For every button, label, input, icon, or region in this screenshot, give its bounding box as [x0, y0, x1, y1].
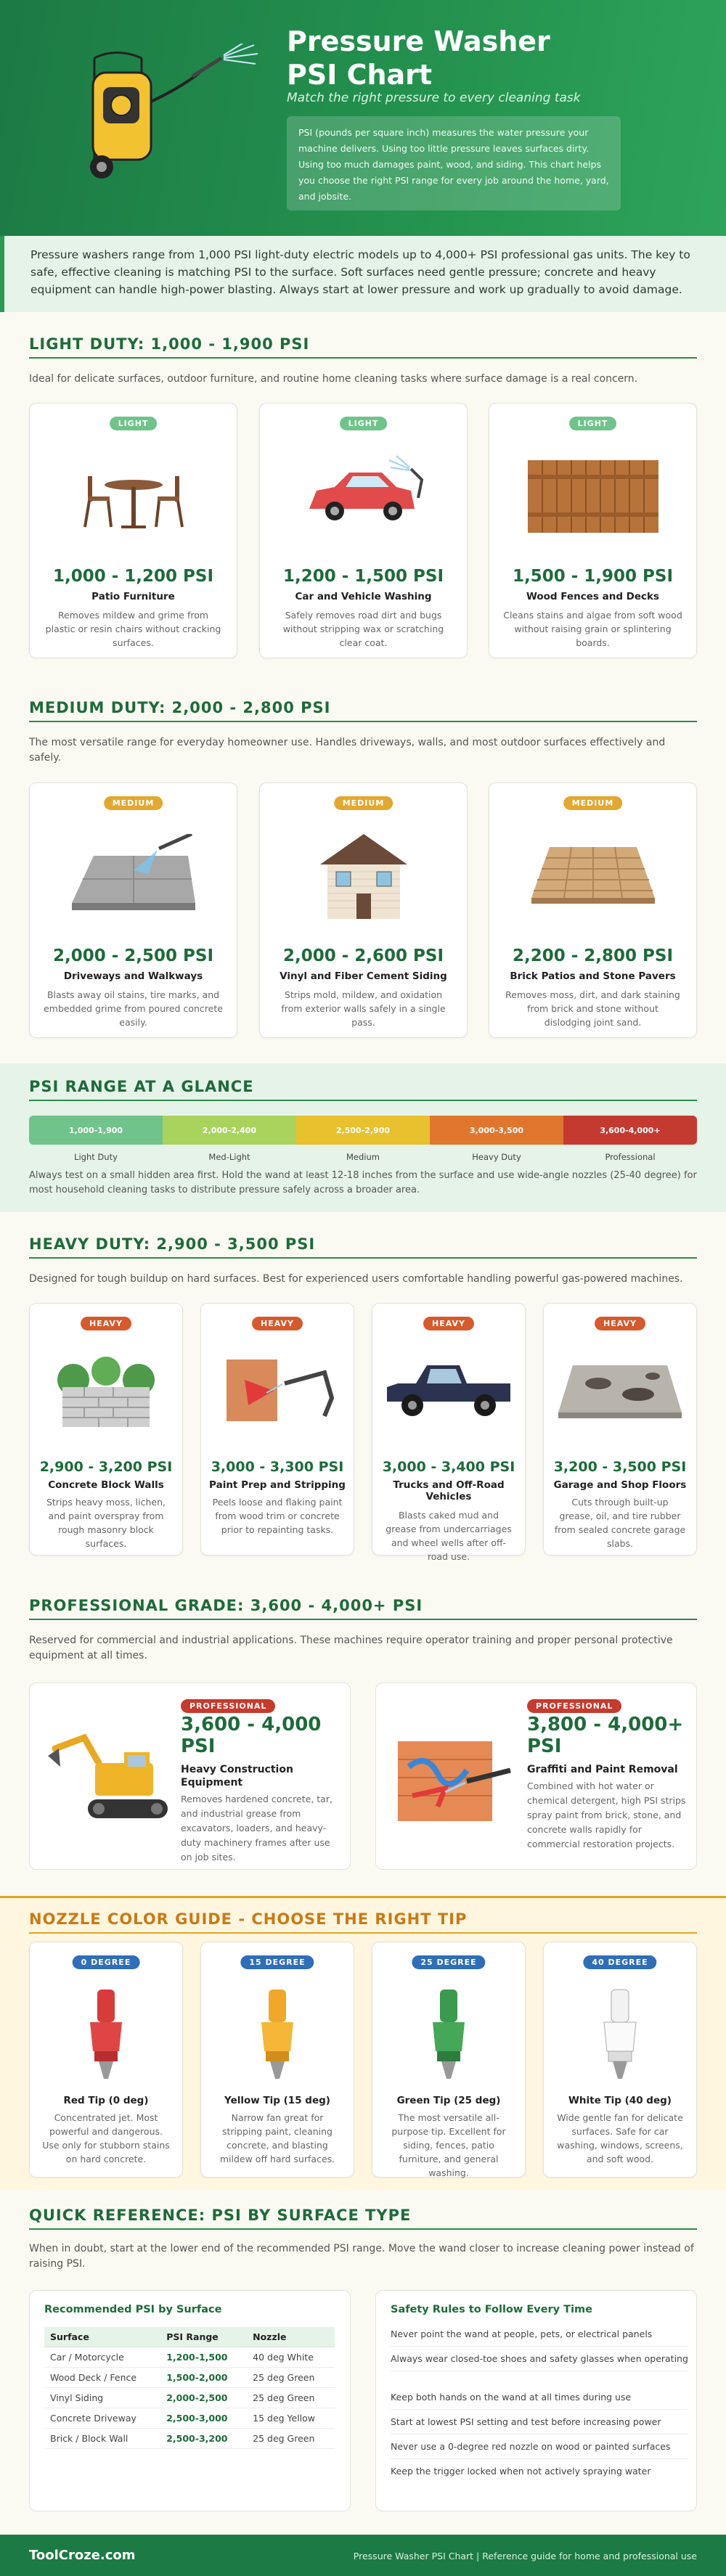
card-desc: Cleans stains and algae from soft wood without raising grain or splintering boards.: [503, 610, 682, 648]
card-red-tip: [29, 1942, 183, 2178]
card-name: Concrete Block Walls: [48, 1479, 164, 1491]
card-trucks: [372, 1303, 526, 1562]
lead-paragraph: Pressure washers range from 1,000 PSI light-duty electric models up to 4,000+ PSI professional gas units. The key to safe, effective cleaning is matching PSI to the surface. Soft surfaces need gentle pressure; concrete and heavy equipment can handle high-power blasting. Always start at lower pressure and work up gradually to avoid damage.: [0, 236, 726, 312]
duty-badge: PROFESSIONAL: [181, 1699, 275, 1713]
section-title-quick: QUICK REFERENCE: PSI BY SURFACE TYPE: [29, 2207, 412, 2224]
section-divider: [29, 721, 697, 722]
duty-badge: HEAVY: [423, 1317, 474, 1330]
card-car-washing: [259, 403, 468, 658]
duty-badge: HEAVY: [81, 1317, 131, 1330]
psi-value: 1,200 - 1,500 PSI: [282, 567, 444, 586]
card-name: Wood Fences and Decks: [526, 591, 660, 602]
table-header: Nozzle: [247, 2327, 335, 2347]
table-cell: Concrete Driveway: [44, 2408, 160, 2429]
duty-badge: MEDIUM: [334, 796, 393, 810]
tip-badge: 25 DEGREE: [412, 1955, 485, 1969]
card-desc: Cuts through built-up grease, oil, and tire rubber from sealed concrete garage slabs.: [554, 1497, 686, 1549]
safety-rule: Always wear closed-toe shoes and safety glasses when operating: [391, 2352, 688, 2371]
table-header-row: [44, 2327, 335, 2347]
tip-badge: 0 DEGREE: [73, 1955, 140, 1969]
excavator-icon: [44, 1734, 175, 1828]
green-nozzle-icon: [427, 1986, 470, 2088]
table-cell: Brick / Block Wall: [44, 2429, 160, 2449]
card-desc: Blasts caked mud and grease from undercarriages and wheel wells after off-road use.: [386, 1510, 512, 1562]
card-name: Driveways and Walkways: [63, 970, 203, 982]
card-patio-furniture: [29, 403, 237, 658]
psi-range-bar: [29, 1116, 697, 1145]
table-cell: 40 deg White: [247, 2347, 335, 2368]
car-icon: [302, 454, 425, 534]
section-title-medium: MEDIUM DUTY: 2,000 - 2,800 PSI: [29, 699, 331, 716]
page-title: Pressure Washer PSI Chart: [287, 25, 550, 91]
range-label: Professional: [605, 1152, 656, 1162]
tip-desc: Concentrated jet. Most powerful and dangerous. Use only for stubborn stains on hard concrete.: [42, 2112, 170, 2164]
card-name: Brick Patios and Stone Pavers: [510, 970, 676, 982]
section-divider: [29, 357, 697, 359]
tip-name: White Tip (40 deg): [568, 2095, 672, 2106]
garage-floor-icon: [555, 1354, 685, 1427]
patio-furniture-icon: [79, 454, 188, 534]
psi-value: 3,000 - 3,300 PSI: [211, 1459, 344, 1475]
duty-badge: MEDIUM: [104, 796, 163, 810]
table-cell: Wood Deck / Fence: [44, 2368, 160, 2388]
table-row: [44, 2408, 335, 2429]
psi-surface-table: [44, 2327, 335, 2449]
yellow-nozzle-icon: [256, 1986, 299, 2088]
range-segment: 3,600-4,000+: [563, 1116, 697, 1145]
duty-badge: PROFESSIONAL: [527, 1699, 621, 1713]
card-desc: Peels loose and flaking paint from wood trim or concrete prior to repainting tasks.: [212, 1497, 343, 1535]
range-label: Heavy Duty: [472, 1152, 521, 1162]
card-wood-fences: [489, 403, 697, 658]
duty-badge: HEAVY: [595, 1317, 645, 1330]
card-name: Trucks and Off-Road Vehicles: [393, 1479, 505, 1502]
card-concrete-block: [29, 1303, 183, 1555]
duty-badge: LIGHT: [110, 417, 158, 430]
table-cell: Vinyl Siding: [44, 2388, 160, 2408]
table-cell: 15 deg Yellow: [247, 2408, 335, 2429]
tip-badge: 15 DEGREE: [240, 1955, 314, 1969]
tip-name: Yellow Tip (15 deg): [224, 2095, 330, 2106]
safety-rule: Keep both hands on the wand at all times during use: [391, 2390, 688, 2410]
card-yellow-tip: [200, 1942, 354, 2178]
card-brick-patios: [489, 782, 697, 1038]
card-desc: Safely removes road dirt and bugs without stripping wax or scratching clear coat.: [282, 610, 444, 648]
rules-title: Safety Rules to Follow Every Time: [391, 2304, 592, 2315]
section-title-pro: PROFESSIONAL GRADE: 3,600 - 4,000+ PSI: [29, 1597, 423, 1614]
card-name: Car and Vehicle Washing: [295, 591, 432, 602]
range-segment: 3,000-3,500: [430, 1116, 563, 1145]
card-desc: Removes hardened concrete, tar, and industrial grease from excavators, loaders, and heavy-duty machinery frames after use on job sites.: [181, 1794, 333, 1863]
card-name: Graffiti and Paint Removal: [527, 1764, 678, 1775]
table-row: [44, 2429, 335, 2449]
table-cell: 25 deg Green: [247, 2429, 335, 2449]
table-cell: 1,500-2,000: [160, 2368, 247, 2388]
duty-badge: MEDIUM: [563, 796, 623, 810]
duty-badge: LIGHT: [340, 417, 388, 430]
card-heavy-construction: [29, 1682, 351, 1870]
table-cell: 25 deg Green: [247, 2388, 335, 2408]
range-label: Light Duty: [74, 1152, 118, 1162]
graffiti-icon: [394, 1738, 514, 1825]
card-garage-floors: [543, 1303, 697, 1555]
footer-brand-link[interactable]: ToolCroze.com: [29, 2548, 136, 2563]
section-desc-heavy: Designed for tough buildup on hard surfaces. Best for experienced users comfortable handling powerful gas-powered machines.: [29, 1273, 683, 1285]
card-desc: Strips heavy moss, lichen, and paint overspray from rough masonry block surfaces.: [46, 1497, 166, 1549]
card-driveways: [29, 782, 237, 1038]
tip-desc: Wide gentle fan for delicate surfaces. Safe for car washing, windows, screens, and soft wood.: [557, 2112, 683, 2164]
card-desc: Combined with hot water or chemical detergent, high PSI strips spray paint from brick, stone, and concrete walls rapidly for commercial restoration projects.: [527, 1780, 686, 1849]
table-title: Recommended PSI by Surface: [44, 2304, 222, 2315]
truck-icon: [383, 1354, 514, 1427]
range-labels: [29, 1152, 697, 1162]
card-green-tip: [372, 1942, 526, 2178]
footer: [0, 2535, 726, 2576]
table-cell: 2,500-3,000: [160, 2408, 247, 2429]
psi-value: 2,200 - 2,800 PSI: [512, 946, 674, 965]
safety-rule: Never point the wand at people, pets, or electrical panels: [391, 2327, 688, 2347]
range-label: Med-Light: [208, 1152, 250, 1162]
footer-text: Pressure Washer PSI Chart | Reference guide for home and professional use: [353, 2551, 697, 2561]
card-vinyl-siding: [259, 782, 468, 1038]
paint-stripping-icon: [216, 1351, 339, 1431]
tip-desc: The most versatile all-purpose tip. Excellent for siding, fences, patio furniture, and general washing.: [391, 2112, 506, 2178]
section-title-heavy: HEAVY DUTY: 2,900 - 3,500 PSI: [29, 1235, 316, 1253]
section-divider: [29, 2228, 697, 2230]
card-name: Patio Furniture: [91, 591, 175, 602]
psi-value: 1,000 - 1,200 PSI: [52, 567, 214, 586]
pressure-washer-illustration: [73, 44, 269, 196]
section-desc-quick: When in doubt, start at the lower end of the recommended PSI range. Move the wand closer to increase cleaning power instead of raising PSI.: [29, 2243, 694, 2270]
psi-value: 3,600 - 4,000 PSI: [181, 1714, 322, 1757]
white-nozzle-icon: [598, 1986, 642, 2088]
psi-value: 2,900 - 3,200 PSI: [39, 1459, 173, 1475]
section-title-light: LIGHT DUTY: 1,000 - 1,900 PSI: [29, 335, 310, 353]
psi-value: 3,200 - 3,500 PSI: [553, 1459, 687, 1475]
duty-badge: LIGHT: [569, 417, 617, 430]
section-desc-pro: Reserved for commercial and industrial applications. These machines require operator training and proper personal protective equipment at all times.: [29, 1635, 673, 1661]
psi-value: 3,800 - 4,000+ PSI: [527, 1714, 684, 1757]
block-wall-icon: [48, 1351, 164, 1431]
range-segment: 2,000-2,400: [163, 1116, 296, 1145]
safety-rule: Start at lowest PSI setting and test before increasing power: [391, 2415, 688, 2434]
safety-rules-card: [375, 2290, 697, 2511]
range-note: Always test on a small hidden area first. Hold the wand at least 12-18 inches from the surface and use wide-angle nozzles (25-40 degree) for most household cleaning tasks to distribute pressure safely across a broader area.: [29, 1170, 697, 1195]
card-desc: Strips mold, mildew, and oxidation from exterior walls safely in a single pass.: [281, 989, 446, 1028]
page-subtitle: Match the right pressure to every cleaning task: [287, 91, 581, 105]
card-graffiti-removal: [375, 1682, 697, 1870]
safety-rule: Never use a 0-degree red nozzle on wood or painted surfaces: [391, 2440, 688, 2459]
section-divider: [29, 1932, 697, 1934]
tip-badge: 40 DEGREE: [583, 1955, 656, 1969]
card-desc: Blasts away oil stains, tire marks, and embedded grime from poured concrete easily.: [44, 989, 223, 1028]
psi-value: 1,500 - 1,900 PSI: [512, 567, 674, 586]
table-header: PSI Range: [160, 2327, 247, 2347]
section-divider: [29, 1619, 697, 1620]
card-white-tip: [543, 1942, 697, 2178]
card-name: Paint Prep and Stripping: [209, 1479, 346, 1491]
card-name: Vinyl and Fiber Cement Siding: [280, 970, 447, 982]
section-title-range: PSI RANGE AT A GLANCE: [29, 1078, 254, 1095]
tip-name: Red Tip (0 deg): [63, 2095, 149, 2106]
psi-table-card: [29, 2290, 351, 2511]
card-name: Garage and Shop Floors: [553, 1479, 687, 1491]
table-cell: Car / Motorcycle: [44, 2347, 160, 2368]
pavers-icon: [524, 840, 662, 912]
psi-value: 2,000 - 2,500 PSI: [52, 946, 214, 965]
section-desc-medium: The most versatile range for everyday homeowner use. Handles driveways, walls, and most outdoor surfaces effectively and safely.: [29, 737, 666, 764]
table-cell: 25 deg Green: [247, 2368, 335, 2388]
range-segment: 1,000-1,900: [29, 1116, 163, 1145]
table-cell: 1,200-1,500: [160, 2347, 247, 2368]
tip-desc: Narrow fan great for stripping paint, cleaning concrete, and blasting mildew off hard surfaces.: [219, 2112, 335, 2164]
card-name: Heavy Construction Equipment: [181, 1764, 293, 1788]
table-row: [44, 2388, 335, 2408]
tip-name: Green Tip (25 deg): [396, 2095, 501, 2106]
duty-badge: HEAVY: [252, 1317, 303, 1330]
table-row: [44, 2347, 335, 2368]
section-divider: [29, 1100, 697, 1101]
table-row: [44, 2368, 335, 2388]
fence-icon: [524, 454, 662, 534]
intro-box: PSI (pounds per square inch) measures the water pressure your machine delivers. Using too little pressure leaves surfaces dirty. Using too much damages paint, wood, and siding. This chart helps you choose the right PSI range for every job around the home, yard, and jobsite.: [287, 116, 621, 210]
house-icon: [313, 828, 415, 923]
table-cell: 2,500-3,200: [160, 2429, 247, 2449]
card-paint-prep: [200, 1303, 354, 1555]
table-cell: 2,000-2,500: [160, 2388, 247, 2408]
driveway-icon: [65, 834, 203, 921]
section-divider: [29, 1257, 697, 1259]
red-nozzle-icon: [84, 1986, 128, 2088]
psi-value: 2,000 - 2,600 PSI: [282, 946, 444, 965]
section-desc-light: Ideal for delicate surfaces, outdoor furniture, and routine home cleaning tasks where surface damage is a real concern.: [29, 373, 638, 385]
safety-rule: Keep the trigger locked when not actively spraying water: [391, 2466, 651, 2477]
psi-value: 3,000 - 3,400 PSI: [382, 1459, 515, 1475]
card-desc: Removes mildew and grime from plastic or resin chairs without cracking surfaces.: [45, 610, 221, 648]
range-label: Medium: [346, 1152, 380, 1162]
section-title-nozzle: NOZZLE COLOR GUIDE - CHOOSE THE RIGHT TIP: [29, 1910, 468, 1928]
range-segment: 2,500-2,900: [296, 1116, 430, 1145]
hero-header: [0, 0, 726, 236]
card-desc: Removes moss, dirt, and dark staining from brick and stone without dislodging joint sand.: [505, 989, 680, 1028]
table-header: Surface: [44, 2327, 160, 2347]
